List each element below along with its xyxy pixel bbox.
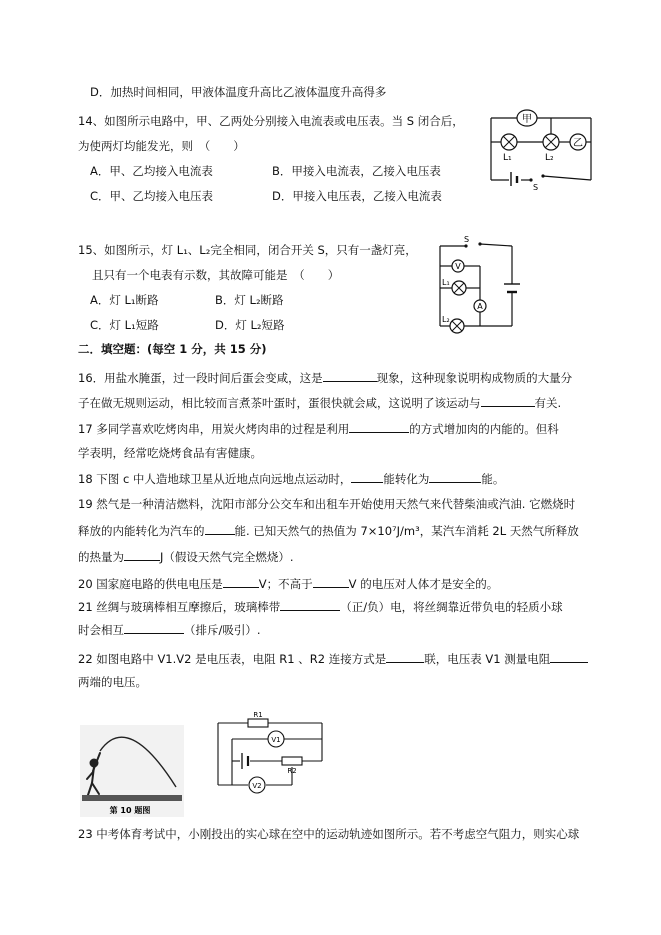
- q17-line1: 17 多同学喜欢吃烤肉串，用炭火烤肉串的过程是利用 的方式增加肉的内能的。但科: [78, 422, 559, 436]
- q15-option-d: D．灯 L₂短路: [215, 318, 285, 332]
- switch-label: S: [533, 183, 539, 192]
- q14-option-a: A．甲、乙均接入电流表: [90, 164, 213, 178]
- section-heading-fill-in: 二．填空题：(每空 1 分，共 15 分): [78, 342, 267, 356]
- lamp-l1-label: L₁: [503, 153, 512, 163]
- lamp-l2-label: L₂: [442, 315, 450, 324]
- q20-line: 20 国家庭电路的供电电压是 V；不高于 V 的电压对人体才是安全的。: [78, 577, 499, 591]
- lamp-l1-label: L₁: [442, 278, 450, 287]
- shot-put-figure: [80, 725, 184, 817]
- q14-circuit-diagram: [487, 106, 599, 192]
- q19-line3: 的热量为 J（假设天然气完全燃烧）.: [78, 550, 294, 564]
- switch-label: S: [464, 235, 470, 244]
- q14-option-c: C．甲、乙均接入电压表: [90, 189, 214, 203]
- q13-option-d: D．加热时间相同，甲液体温度升高比乙液体温度升高得多: [90, 85, 387, 99]
- q22-line2: 两端的电压。: [78, 675, 147, 689]
- meter-yi-label: 乙: [573, 138, 583, 149]
- q15-circuit-diagram: [436, 236, 522, 332]
- q23-line: 23 中考体育考试中，小刚投出的实心球在空中的运动轨迹如图所示。若不考虑空气阻力，则实心球: [78, 827, 580, 841]
- v1-label: V1: [271, 736, 281, 744]
- r2-label: R2: [287, 767, 297, 775]
- voltmeter-label: V: [455, 262, 461, 271]
- r1-label: R1: [253, 711, 263, 719]
- lamp-l2-label: L₂: [545, 153, 554, 163]
- q14-option-d: D．甲接入电压表，乙接入电流表: [272, 189, 442, 203]
- q21-line1: 21 丝绸与玻璃棒相互摩擦后，玻璃棒带 （正/负）电，将丝绸靠近带负电的轻质小球: [78, 600, 563, 614]
- ammeter-label: A: [477, 302, 483, 311]
- q15-stem-line1: 15、如图所示，灯 L₁、L₂完全相同，闭合开关 S，只有一盏灯亮，: [78, 243, 417, 257]
- q19-line2: 释放的内能转化为汽车的 能. 已知天然气的热值为 7×10⁷J/m³，某汽车消耗 2L 天然气所释放: [78, 524, 579, 538]
- q17-line2: 学表明，经常吃烧烤食品有害健康。: [78, 446, 262, 460]
- q14-stem-line2: 为使两灯均能发光，则 （ ）: [78, 139, 245, 153]
- q14-stem-line1: 14、如图所示电路中，甲、乙两处分别接入电流表或电压表。当 S 闭合后，: [78, 114, 464, 128]
- q16-line1: 16．用盐水腌蛋，过一段时间后蛋会变咸，这是 现象，这种现象说明构成物质的大量分: [78, 371, 573, 385]
- q14-option-b: B．甲接入电流表，乙接入电压表: [272, 164, 441, 178]
- fig10-caption: 第 10 题图: [109, 806, 151, 815]
- q22-line1: 22 如图电路中 V1.V2 是电压表，电阻 R1 、R2 连接方式是 联，电压表 V1 测量电阻: [78, 650, 588, 667]
- q22-circuit-diagram: [210, 711, 328, 797]
- v2-label: V2: [252, 782, 262, 790]
- q18-line: 18 下图 c 中人造地球卫星从近地点向远地点运动时， 能转化为 能。: [78, 472, 505, 486]
- q16-line2: 子在做无规则运动，相比较而言煮茶叶蛋时，蛋很快就会咸，这说明了该运动与 有关.: [78, 396, 562, 410]
- meter-jia-label: 甲: [522, 114, 532, 125]
- q15-stem-line2: 且只有一个电表有示数，其故障可能是 （ ）: [92, 268, 340, 282]
- resistor-r2-icon: [282, 757, 302, 765]
- q19-line1: 19 然气是一种清洁燃料，沈阳市部分公交车和出租车开始使用天然气来代替柴油或汽油. 它燃烧时: [78, 497, 576, 511]
- resistor-r1-icon: [248, 719, 268, 727]
- q21-line2: 时会相互 （排斥/吸引）.: [78, 623, 261, 637]
- q15-option-b: B．灯 L₂断路: [215, 293, 284, 307]
- q15-option-c: C．灯 L₁短路: [90, 318, 159, 332]
- q15-option-a: A．灯 L₁断路: [90, 293, 159, 307]
